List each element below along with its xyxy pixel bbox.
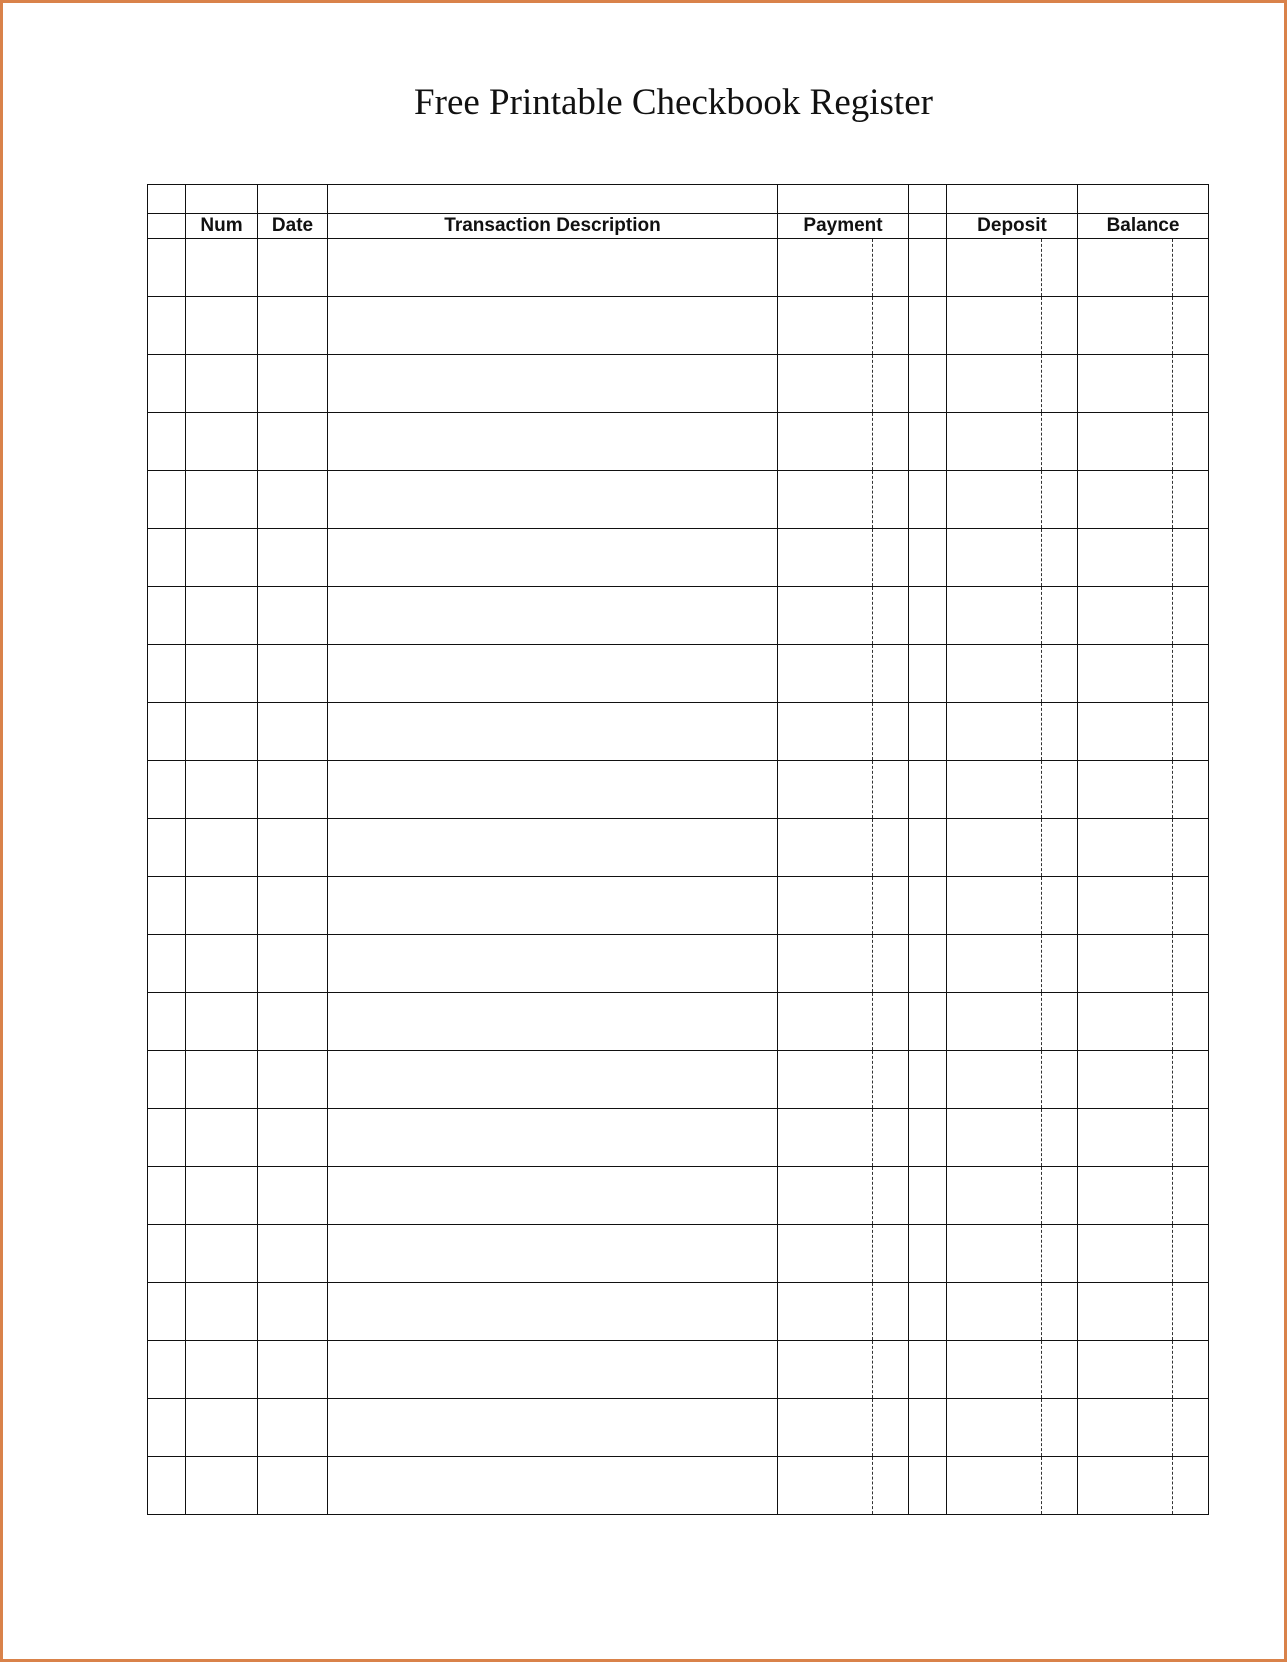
register-table bbox=[147, 184, 1209, 1515]
cleared-cell bbox=[909, 935, 947, 993]
check-cell bbox=[148, 1283, 186, 1341]
description-cell bbox=[328, 877, 778, 935]
check-cell bbox=[148, 239, 186, 297]
date-cell bbox=[258, 1051, 328, 1109]
balance-cell bbox=[1078, 761, 1209, 819]
balance-cell bbox=[1078, 645, 1209, 703]
payment-cell bbox=[778, 239, 909, 297]
num-cell bbox=[186, 1283, 258, 1341]
payment-cell bbox=[778, 645, 909, 703]
payment-cell bbox=[778, 877, 909, 935]
deposit-cell bbox=[947, 297, 1078, 355]
check-cell bbox=[148, 1399, 186, 1457]
payment-cell bbox=[778, 529, 909, 587]
table-row bbox=[148, 1051, 1209, 1109]
num-cell bbox=[186, 355, 258, 413]
num-cell bbox=[186, 1109, 258, 1167]
page-title: Free Printable Checkbook Register bbox=[414, 82, 933, 123]
check-cell bbox=[148, 413, 186, 471]
date-cell bbox=[258, 529, 328, 587]
description-cell bbox=[328, 1457, 778, 1515]
table-row bbox=[148, 297, 1209, 355]
date-cell bbox=[258, 1341, 328, 1399]
balance-cell bbox=[1078, 703, 1209, 761]
balance-cell bbox=[1078, 1283, 1209, 1341]
balance-cell bbox=[1078, 239, 1209, 297]
description-cell bbox=[328, 1283, 778, 1341]
table-row bbox=[148, 703, 1209, 761]
date-cell bbox=[258, 935, 328, 993]
balance-cell bbox=[1078, 1167, 1209, 1225]
num-cell bbox=[186, 529, 258, 587]
payment-cell bbox=[778, 1109, 909, 1167]
description-cell bbox=[328, 1109, 778, 1167]
cleared-cell bbox=[909, 761, 947, 819]
payment-cell bbox=[778, 1283, 909, 1341]
check-cell bbox=[148, 703, 186, 761]
cleared-cell bbox=[909, 587, 947, 645]
check-cell bbox=[148, 993, 186, 1051]
payment-cell bbox=[778, 1051, 909, 1109]
date-cell bbox=[258, 993, 328, 1051]
payment-cell bbox=[778, 1225, 909, 1283]
date-cell bbox=[258, 413, 328, 471]
payment-cell bbox=[778, 1457, 909, 1515]
table-row bbox=[148, 1109, 1209, 1167]
table-row bbox=[148, 239, 1209, 297]
date-cell bbox=[258, 587, 328, 645]
table-row bbox=[148, 1167, 1209, 1225]
header-spacer-row bbox=[148, 185, 1209, 214]
description-cell bbox=[328, 297, 778, 355]
cleared-cell bbox=[909, 297, 947, 355]
balance-cell bbox=[1078, 1457, 1209, 1515]
table-row bbox=[148, 935, 1209, 993]
header-num: Num bbox=[186, 214, 258, 239]
check-cell bbox=[148, 1225, 186, 1283]
check-cell bbox=[148, 877, 186, 935]
deposit-cell bbox=[947, 1225, 1078, 1283]
date-cell bbox=[258, 239, 328, 297]
date-cell bbox=[258, 761, 328, 819]
header-row bbox=[148, 214, 1209, 239]
cleared-cell bbox=[909, 993, 947, 1051]
payment-cell bbox=[778, 413, 909, 471]
num-cell bbox=[186, 471, 258, 529]
deposit-cell bbox=[947, 1341, 1078, 1399]
num-cell bbox=[186, 935, 258, 993]
table-row bbox=[148, 529, 1209, 587]
balance-cell bbox=[1078, 993, 1209, 1051]
payment-cell bbox=[778, 297, 909, 355]
balance-cell bbox=[1078, 297, 1209, 355]
num-cell bbox=[186, 1051, 258, 1109]
header-deposit: Deposit bbox=[947, 214, 1078, 239]
cleared-cell bbox=[909, 1341, 947, 1399]
balance-cell bbox=[1078, 1399, 1209, 1457]
table-row bbox=[148, 761, 1209, 819]
deposit-cell bbox=[947, 703, 1078, 761]
balance-cell bbox=[1078, 935, 1209, 993]
check-cell bbox=[148, 1109, 186, 1167]
deposit-cell bbox=[947, 645, 1078, 703]
deposit-cell bbox=[947, 877, 1078, 935]
num-cell bbox=[186, 1167, 258, 1225]
description-cell bbox=[328, 761, 778, 819]
deposit-cell bbox=[947, 1051, 1078, 1109]
cleared-cell bbox=[909, 819, 947, 877]
cleared-cell bbox=[909, 877, 947, 935]
cleared-cell bbox=[909, 703, 947, 761]
deposit-cell bbox=[947, 529, 1078, 587]
cleared-cell bbox=[909, 1167, 947, 1225]
deposit-cell bbox=[947, 1167, 1078, 1225]
table-row bbox=[148, 587, 1209, 645]
header-cleared bbox=[909, 214, 947, 239]
table-row bbox=[148, 1457, 1209, 1515]
header-payment: Payment bbox=[778, 214, 909, 239]
check-cell bbox=[148, 645, 186, 703]
num-cell bbox=[186, 819, 258, 877]
cleared-cell bbox=[909, 1283, 947, 1341]
table-row bbox=[148, 819, 1209, 877]
deposit-cell bbox=[947, 993, 1078, 1051]
check-cell bbox=[148, 935, 186, 993]
description-cell bbox=[328, 1399, 778, 1457]
num-cell bbox=[186, 877, 258, 935]
deposit-cell bbox=[947, 471, 1078, 529]
num-cell bbox=[186, 1457, 258, 1515]
table-row bbox=[148, 877, 1209, 935]
table-row bbox=[148, 1225, 1209, 1283]
header-date: Date bbox=[258, 214, 328, 239]
description-cell bbox=[328, 645, 778, 703]
date-cell bbox=[258, 703, 328, 761]
deposit-cell bbox=[947, 1457, 1078, 1515]
date-cell bbox=[258, 877, 328, 935]
deposit-cell bbox=[947, 1399, 1078, 1457]
table-row bbox=[148, 1283, 1209, 1341]
num-cell bbox=[186, 1341, 258, 1399]
deposit-cell bbox=[947, 761, 1078, 819]
date-cell bbox=[258, 1457, 328, 1515]
num-cell bbox=[186, 645, 258, 703]
balance-cell bbox=[1078, 1225, 1209, 1283]
balance-cell bbox=[1078, 1341, 1209, 1399]
date-cell bbox=[258, 819, 328, 877]
cleared-cell bbox=[909, 471, 947, 529]
date-cell bbox=[258, 1283, 328, 1341]
description-cell bbox=[328, 1341, 778, 1399]
cleared-cell bbox=[909, 529, 947, 587]
num-cell bbox=[186, 297, 258, 355]
date-cell bbox=[258, 355, 328, 413]
deposit-cell bbox=[947, 1109, 1078, 1167]
description-cell bbox=[328, 355, 778, 413]
num-cell bbox=[186, 413, 258, 471]
table-row bbox=[148, 413, 1209, 471]
payment-cell bbox=[778, 1341, 909, 1399]
cleared-cell bbox=[909, 1109, 947, 1167]
description-cell bbox=[328, 703, 778, 761]
date-cell bbox=[258, 645, 328, 703]
check-cell bbox=[148, 761, 186, 819]
date-cell bbox=[258, 297, 328, 355]
balance-cell bbox=[1078, 529, 1209, 587]
date-cell bbox=[258, 1399, 328, 1457]
description-cell bbox=[328, 471, 778, 529]
check-cell bbox=[148, 297, 186, 355]
cleared-cell bbox=[909, 1399, 947, 1457]
table-row bbox=[148, 1341, 1209, 1399]
deposit-cell bbox=[947, 587, 1078, 645]
description-cell bbox=[328, 819, 778, 877]
payment-cell bbox=[778, 819, 909, 877]
check-cell bbox=[148, 471, 186, 529]
num-cell bbox=[186, 993, 258, 1051]
cleared-cell bbox=[909, 355, 947, 413]
table-row bbox=[148, 1399, 1209, 1457]
cleared-cell bbox=[909, 1457, 947, 1515]
date-cell bbox=[258, 1167, 328, 1225]
description-cell bbox=[328, 935, 778, 993]
date-cell bbox=[258, 1225, 328, 1283]
balance-cell bbox=[1078, 1109, 1209, 1167]
balance-cell bbox=[1078, 355, 1209, 413]
num-cell bbox=[186, 1399, 258, 1457]
payment-cell bbox=[778, 703, 909, 761]
date-cell bbox=[258, 1109, 328, 1167]
balance-cell bbox=[1078, 819, 1209, 877]
deposit-cell bbox=[947, 355, 1078, 413]
balance-cell bbox=[1078, 413, 1209, 471]
balance-cell bbox=[1078, 877, 1209, 935]
description-cell bbox=[328, 529, 778, 587]
deposit-cell bbox=[947, 1283, 1078, 1341]
check-cell bbox=[148, 587, 186, 645]
check-cell bbox=[148, 1457, 186, 1515]
num-cell bbox=[186, 587, 258, 645]
description-cell bbox=[328, 413, 778, 471]
balance-cell bbox=[1078, 471, 1209, 529]
payment-cell bbox=[778, 935, 909, 993]
payment-cell bbox=[778, 1167, 909, 1225]
description-cell bbox=[328, 1225, 778, 1283]
check-cell bbox=[148, 819, 186, 877]
cleared-cell bbox=[909, 645, 947, 703]
cleared-cell bbox=[909, 413, 947, 471]
date-cell bbox=[258, 471, 328, 529]
description-cell bbox=[328, 239, 778, 297]
payment-cell bbox=[778, 761, 909, 819]
description-cell bbox=[328, 1051, 778, 1109]
check-cell bbox=[148, 1341, 186, 1399]
payment-cell bbox=[778, 993, 909, 1051]
table-row bbox=[148, 993, 1209, 1051]
num-cell bbox=[186, 1225, 258, 1283]
check-cell bbox=[148, 355, 186, 413]
table-row bbox=[148, 355, 1209, 413]
deposit-cell bbox=[947, 935, 1078, 993]
payment-cell bbox=[778, 587, 909, 645]
cleared-cell bbox=[909, 1225, 947, 1283]
payment-cell bbox=[778, 355, 909, 413]
header-description: Transaction Description bbox=[328, 214, 778, 239]
header-check bbox=[148, 214, 186, 239]
cleared-cell bbox=[909, 1051, 947, 1109]
table-row bbox=[148, 471, 1209, 529]
payment-cell bbox=[778, 471, 909, 529]
num-cell bbox=[186, 761, 258, 819]
num-cell bbox=[186, 239, 258, 297]
description-cell bbox=[328, 1167, 778, 1225]
balance-cell bbox=[1078, 587, 1209, 645]
table-row bbox=[148, 645, 1209, 703]
cleared-cell bbox=[909, 239, 947, 297]
deposit-cell bbox=[947, 239, 1078, 297]
check-cell bbox=[148, 1167, 186, 1225]
deposit-cell bbox=[947, 413, 1078, 471]
header-balance: Balance bbox=[1078, 214, 1209, 239]
check-cell bbox=[148, 529, 186, 587]
description-cell bbox=[328, 587, 778, 645]
deposit-cell bbox=[947, 819, 1078, 877]
check-cell bbox=[148, 1051, 186, 1109]
description-cell bbox=[328, 993, 778, 1051]
balance-cell bbox=[1078, 1051, 1209, 1109]
num-cell bbox=[186, 703, 258, 761]
payment-cell bbox=[778, 1399, 909, 1457]
